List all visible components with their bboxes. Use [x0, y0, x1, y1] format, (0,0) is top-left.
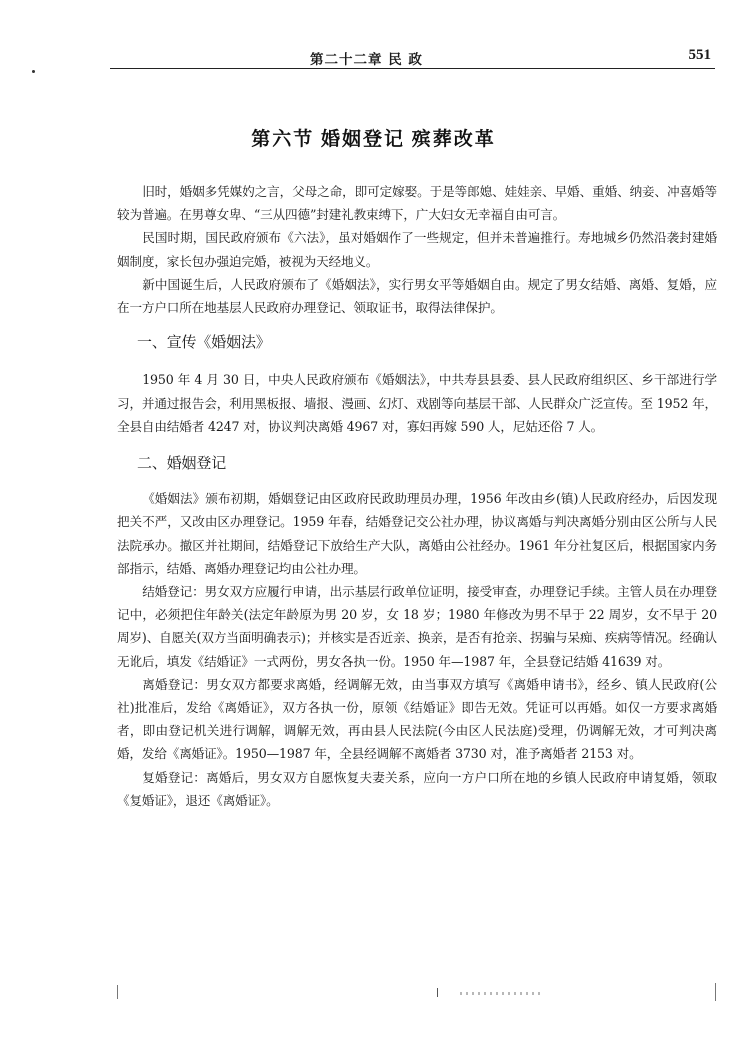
running-title: 第二十二章 民 政 [310, 52, 423, 68]
paragraph: 复婚登记：离婚后，男女双方自愿恢复夫妻关系，应向一方户口所在地的乡镇人民政府申请复婚，领取《复婚证》，退还《离婚证》。 [117, 769, 717, 808]
scan-noise [460, 992, 540, 995]
scan-mark [715, 983, 716, 1001]
scan-speck [32, 70, 35, 73]
page-number: 551 [688, 47, 711, 63]
scan-mark [117, 985, 118, 999]
paragraph: 离婚登记：男女双方都要求离婚，经调解无效，由当事双方填写《离婚申请书》，经乡、镇人民政府(公社)批准后，发给《离婚证》，双方各执一份，原领《结婚证》即告无效。凭证可以再婚。如仅一方要求离婚者，即由登记机关进行调解，调解无效，再由县人民法院(今由区人民法庭)受理，仍调解无效，才可判决离婚，发给《离婚证》。1950—1987 年，全县经调解不离婚者 3730 对，准予离婚者 2153 对。 [117, 676, 717, 762]
body-text [117, 180, 717, 812]
paragraph: 《婚姻法》颁布初期，婚姻登记由区政府民政助理员办理，1956 年改由乡(镇)人民政府经办，后因发现把关不严，又改由区办理登记。1959 年春，结婚登记交公社办理，协议离婚与判决离婚分别由区公所与人民法院承办。撤区并社期间，结婚登记下放给生产大队，离婚由公社经办。1961 年分社复区后，根据国家内务部指示，结婚、离婚办理登记均由公社办理。 [117, 491, 717, 576]
running-header [110, 44, 715, 69]
scan-mark [437, 988, 438, 997]
section-title: 第六节 婚姻登记 殡葬改革 [251, 129, 496, 150]
paragraph: 民国时期，国民政府颁布《六法》，虽对婚姻作了一些规定，但并未普遍推行。寿地城乡仍然沿袭封建婚姻制度，家长包办强迫完婚，被视为天经地义。 [117, 230, 717, 269]
paragraph: 结婚登记：男女双方应履行申请，出示基层行政单位证明，接受审查，办理登记手续。主管人员在办理登记中，必须把住年龄关(法定年龄原为男 20 岁，女 18 岁；1980 年修改为男不早于 22 周岁，女不早于 20 周岁)、自愿关(双方当面明确表示)；并核实是否近亲、换亲，是否有抢亲、拐骗与呆痴、疾病等情况。经确认无讹后，填发《结婚证》一式两份，男女各执一份。1950 年—1987 年，全县登记结婚 41639 对。 [117, 584, 717, 669]
subheading-marriage-registration: 二、婚姻登记 [137, 454, 227, 473]
subheading-publicity: 一、宣传《婚姻法》 [137, 333, 271, 352]
paragraph: 1950 年 4 月 30 日，中央人民政府颁布《婚姻法》，中共寿县县委、县人民政府组织区、乡干部进行学习，并通过报告会，利用黑板报、墙报、漫画、幻灯、戏剧等向基层干部、人民群众广泛宣传。至 1952 年，全县自由结婚者 4247 对，协议判决离婚 4967 对，寡妇再嫁 590 人，尼姑还俗 7 人。 [117, 372, 717, 434]
paragraph: 新中国诞生后，人民政府颁布了《婚姻法》，实行男女平等婚姻自由。规定了男女结婚、离婚、复婚，应在一方户口所在地基层人民政府办理登记、领取证书，取得法律保护。 [117, 276, 717, 316]
paragraph: 旧时，婚姻多凭媒妁之言，父母之命，即可定嫁娶。于是等郎媳、娃娃亲、早婚、重婚、纳妾、冲喜婚等较为普遍。在男尊女卑、“三从四德”封建礼教束缚下，广大妇女无幸福自由可言。 [117, 184, 717, 223]
